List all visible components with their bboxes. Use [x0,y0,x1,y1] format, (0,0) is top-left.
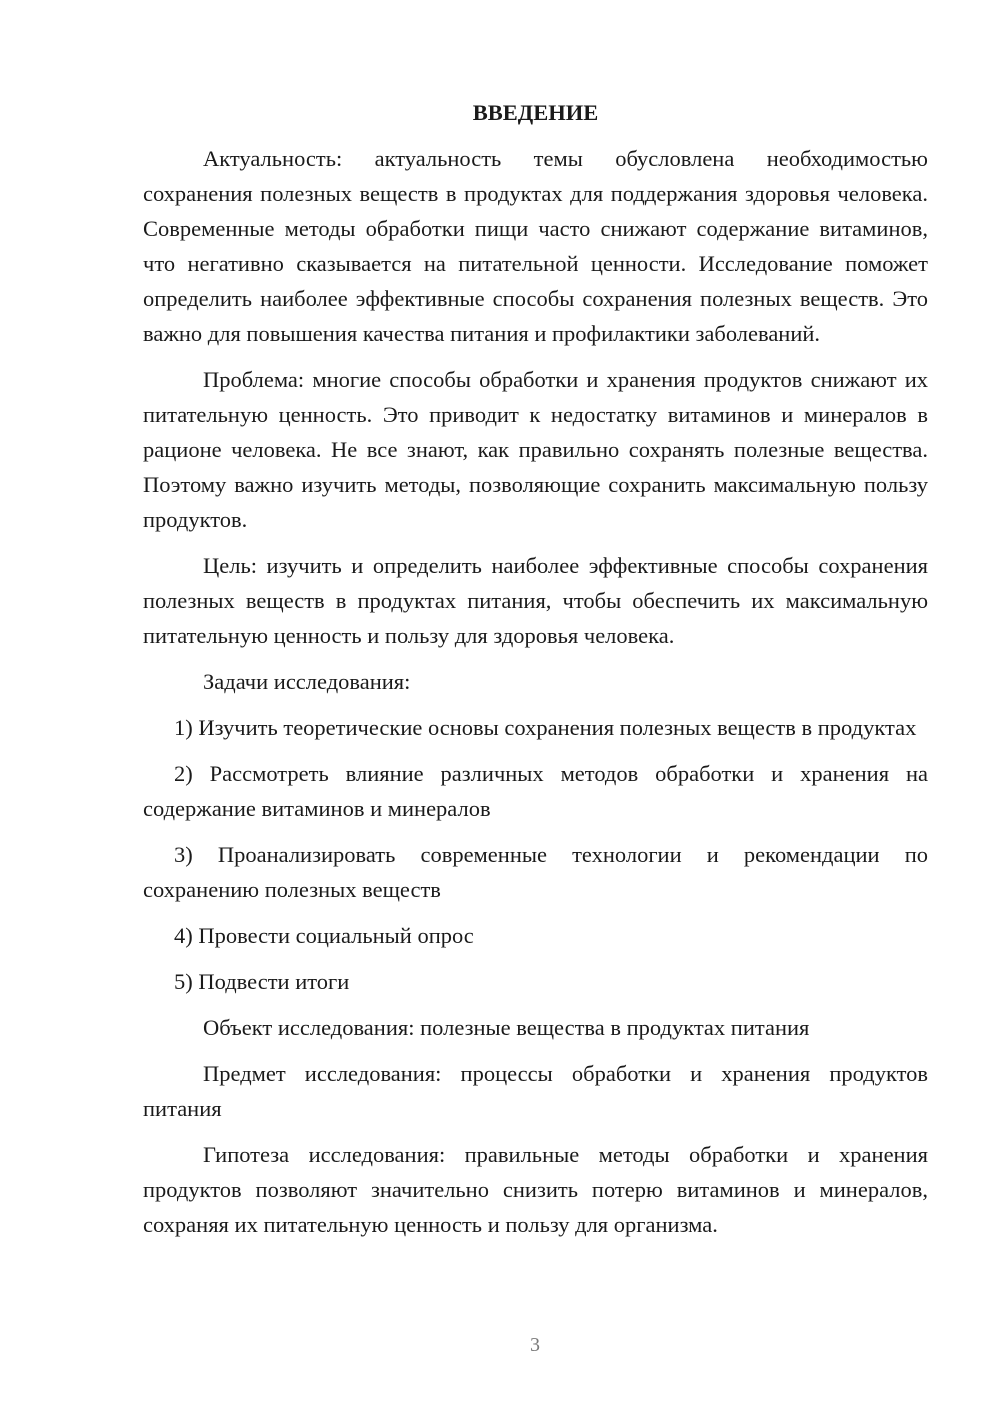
problem-paragraph: Проблема: многие способы обработки и хранения продуктов снижают их питательную ценность. Это приводит к недостатку витаминов и минералов в рационе человека. Не все знают, как правильно сохранять полезные вещества. Поэтому важно изучить методы, позволяющие сохранить максимальную пользу продуктов. [143,367,928,532]
subject-paragraph: Предмет исследования: процессы обработки и хранения продуктов питания [143,1061,928,1121]
object-paragraph: Объект исследования: полезные вещества в продуктах питания [203,1015,810,1040]
task-item-2: 2) Рассмотреть влияние различных методов обработки и хранения на содержание витаминов и минералов [143,761,928,821]
page-title: ВВЕДЕНИЕ [472,100,599,125]
goal-paragraph: Цель: изучить и определить наиболее эффективные способы сохранения полезных веществ в продуктах питания, чтобы обеспечить их максимальную питательную ценность и пользу для здоровья человека. [143,553,928,648]
task-item-3: 3) Проанализировать современные технологии и рекомендации по сохранению полезных веществ [143,842,928,902]
document-body [143,95,928,1253]
task-item-1: 1) Изучить теоретические основы сохранения полезных веществ в продуктах [174,715,917,740]
task-item-5: 5) Подвести итоги [174,969,350,994]
tasks-heading: Задачи исследования: [203,669,411,694]
page-number: 3 [530,1334,540,1356]
hypothesis-paragraph: Гипотеза исследования: правильные методы обработки и хранения продуктов позволяют значительно снизить потерю витаминов и минералов, сохраняя их питательную ценность и пользу для организма. [143,1142,928,1237]
task-item-4: 4) Провести социальный опрос [174,923,474,948]
relevance-paragraph: Актуальность: актуальность темы обусловлена необходимостью сохранения полезных веществ в продуктах для поддержания здоровья человека. Современные методы обработки пищи часто снижают содержание витаминов, что негативно сказывается на питательной ценности. Исследование поможет определить наиболее эффективные способы сохранения полезных веществ. Это важно для повышения качества питания и профилактики заболеваний. [143,146,928,346]
